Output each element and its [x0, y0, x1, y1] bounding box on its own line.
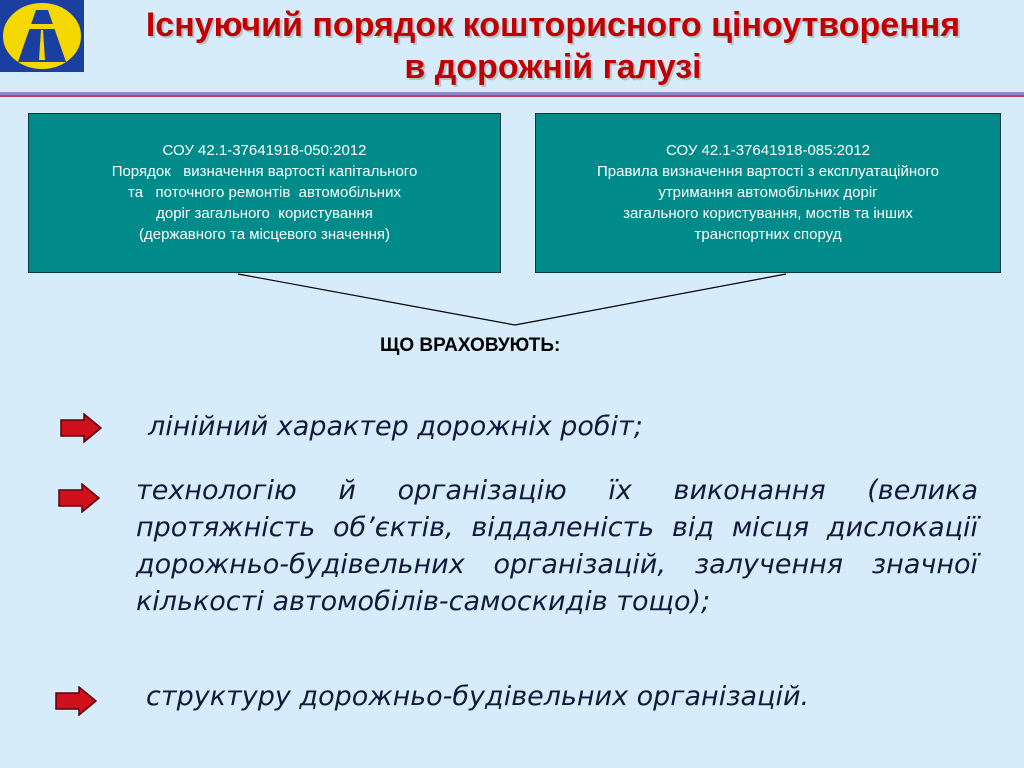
- standard-description-line: та поточного ремонтів автомобільних: [128, 184, 401, 201]
- standard-description-line: транспортних споруд: [694, 226, 842, 243]
- bullet-item: лінійний характер дорожніх робіт;: [148, 411, 643, 442]
- standard-box-road-maintenance: [535, 113, 1001, 273]
- standard-box-road-repair: [28, 113, 501, 273]
- standard-description-line: Порядок визначення вартості капітального: [111, 163, 418, 180]
- box-connector-lines: [0, 270, 1024, 330]
- road-logo: [0, 0, 84, 72]
- standard-code: СОУ 42.1-37641918-050:2012: [162, 142, 367, 159]
- standard-description-line: Правила визначення вартості з експлуатаційного: [597, 163, 939, 180]
- road-logo-icon: [0, 0, 84, 72]
- page-title: [88, 4, 1018, 88]
- standard-description-line: доріг загального користування: [156, 205, 373, 222]
- bullet-item: технологію й організацію їх виконання (велика протяжність об’єктів, віддаленість від місця дислокації дорожньо-будівельних організацій, залучення значної кількості автомобілів-самоскидів тощо);: [136, 475, 978, 617]
- arrow-right-icon: [58, 483, 100, 513]
- standard-code: СОУ 42.1-37641918-085:2012: [665, 142, 871, 159]
- title-line-2: в дорожній галузі: [404, 48, 702, 86]
- arrow-right-icon: [60, 413, 102, 443]
- standard-description-line: утримання автомобільних доріг: [658, 184, 878, 201]
- section-heading: ЩО ВРАХОВУЮТЬ:: [380, 335, 561, 356]
- standard-description-line: загального користування, мостів та інших: [623, 205, 913, 222]
- bullet-item: структуру дорожньо-будівельних організацій.: [146, 681, 810, 712]
- standard-description-line: (державного та місцевого значення): [139, 226, 390, 243]
- title-line-1: Існуючий порядок кошторисного ціноутворення: [145, 6, 961, 44]
- title-divider: [0, 92, 1024, 98]
- arrow-right-icon: [55, 686, 97, 716]
